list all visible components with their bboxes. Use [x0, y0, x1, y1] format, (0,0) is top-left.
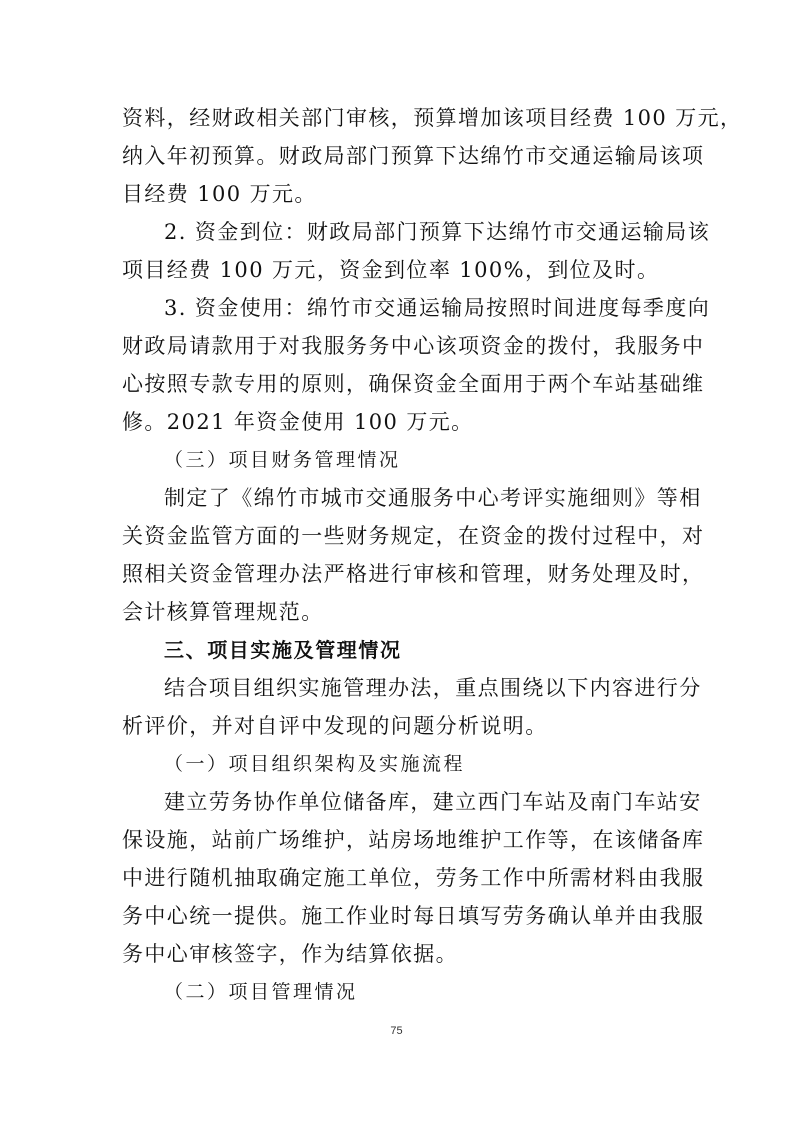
paragraph-line: 纳入年初预算。财政局部门预算下达绵竹市交通运输局该项: [122, 144, 705, 168]
paragraph-line: 务中心审核签字，作为结算依据。: [122, 942, 458, 966]
paragraph-line: 析评价，并对自评中发现的问题分析说明。: [122, 714, 548, 738]
subsection-heading: （二）项目管理情况: [164, 981, 358, 1003]
paragraph-line: 中进行随机抽取确定施工单位，劳务工作中所需材料由我服: [122, 866, 705, 890]
paragraph-line: 财政局请款用于对我服务务中心该项资金的拨付，我服务中: [122, 334, 705, 358]
paragraph-line: 修。2021 年资金使用 100 万元。: [122, 410, 474, 434]
paragraph-line: 制定了《绵竹市城市交通服务中心考评实施细则》等相: [164, 486, 702, 510]
subsection-heading: （三）项目财务管理情况: [164, 449, 401, 471]
paragraph-line: 2. 资金到位：财政局部门预算下达绵竹市交通运输局该: [164, 220, 711, 244]
paragraph-line: 建立劳务协作单位储备库，建立西门车站及南门车站安: [164, 790, 702, 814]
page-number: 75: [390, 1025, 403, 1037]
paragraph-line: 会计核算管理规范。: [122, 600, 324, 624]
paragraph-line: 务中心统一提供。施工作业时每日填写劳务确认单并由我服: [122, 904, 705, 928]
paragraph-line: 资料，经财政相关部门审核，预算增加该项目经费 100 万元，: [122, 106, 743, 130]
paragraph-line: 目经费 100 万元。: [122, 182, 317, 206]
paragraph-line: 项目经费 100 万元，资金到位率 100%，到位及时。: [122, 258, 660, 282]
paragraph-line: 保设施，站前广场维护，站房场地维护工作等，在该储备库: [122, 828, 705, 852]
paragraph-line: 关资金监管方面的一些财务规定，在资金的拨付过程中，对: [122, 524, 705, 548]
paragraph-line: 3. 资金使用：绵竹市交通运输局按照时间进度每季度向: [164, 296, 711, 320]
section-heading: 三、项目实施及管理情况: [164, 638, 402, 662]
paragraph-line: 照相关资金管理办法严格进行审核和管理，财务处理及时，: [122, 562, 705, 586]
paragraph-line: 心按照专款专用的原则，确保资金全面用于两个车站基础维: [122, 372, 705, 396]
paragraph-line: 结合项目组织实施管理办法，重点围绕以下内容进行分: [164, 676, 702, 700]
subsection-heading: （一）项目组织架构及实施流程: [164, 753, 466, 775]
